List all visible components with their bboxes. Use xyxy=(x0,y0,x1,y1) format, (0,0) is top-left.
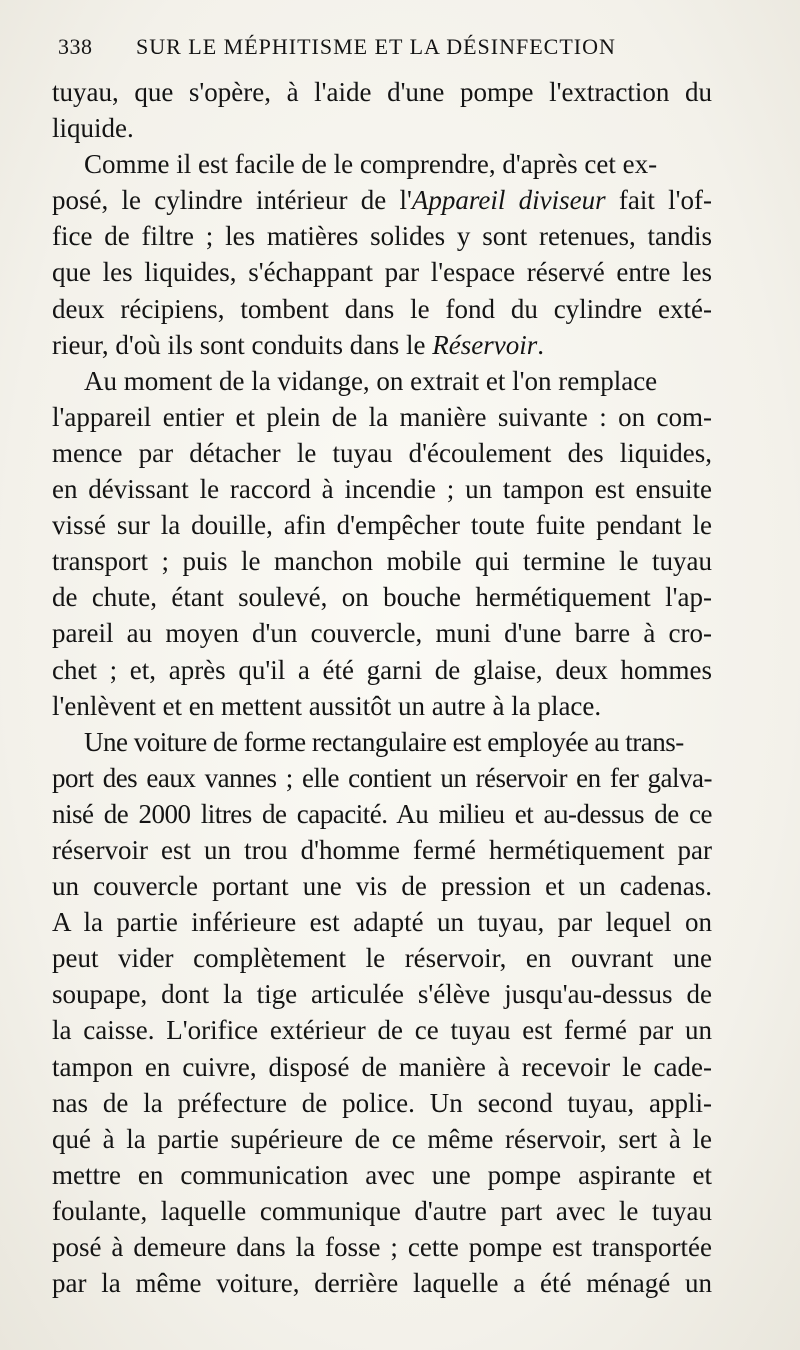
text-line xyxy=(52,399,712,435)
line-text: A la partie inférieure est adapté un tuyau, par lequel on xyxy=(52,907,712,938)
text-line xyxy=(52,218,712,254)
line-text: par la même voiture, derrière laquelle a été ménagé un xyxy=(52,1268,712,1299)
line-text: vissé sur la douille, afin d'empêcher toute fuite pendant le xyxy=(52,510,712,541)
line-text: foulante, laquelle communique d'autre part avec le tuyau xyxy=(52,1195,712,1226)
text-line xyxy=(52,688,712,724)
line-after-text: . xyxy=(537,329,544,360)
body-text xyxy=(52,74,712,1301)
line-text: liquide. xyxy=(52,113,134,144)
text-line xyxy=(52,74,712,110)
text-line xyxy=(52,254,712,290)
line-text: Au moment de la vidange, on extrait et l'on remplace xyxy=(84,365,658,396)
text-line xyxy=(52,579,712,615)
text-line xyxy=(52,652,712,688)
text-line xyxy=(52,435,712,471)
line-after-text: fait l'of- xyxy=(605,185,712,216)
text-line xyxy=(52,796,712,832)
text-line xyxy=(52,471,712,507)
line-text: un couvercle portant une vis de pression et un cadenas. xyxy=(52,871,712,902)
line-text: fice de filtre ; les matières solides y sont retenues, tandis xyxy=(52,221,712,252)
text-line xyxy=(52,976,712,1012)
text-line xyxy=(52,291,712,327)
line-text: l'appareil entier et plein de la manière suivante : on com- xyxy=(52,401,712,432)
line-text: que les liquides, s'échappant par l'espace réservé entre les xyxy=(52,257,712,288)
line-text: soupape, dont la tige articulée s'élève jusqu'au-dessus de xyxy=(52,979,712,1010)
text-line xyxy=(52,832,712,868)
text-line xyxy=(52,868,712,904)
text-line xyxy=(52,724,712,760)
line-text: posé, le cylindre intérieur de l' xyxy=(52,185,412,216)
running-head: SUR LE MÉPHITISME ET LA DÉSINFECTION xyxy=(136,34,616,59)
line-text: de chute, étant soulevé, on bouche hermétiquement l'ap- xyxy=(52,582,712,613)
line-text: réservoir est un trou d'homme fermé hermétiquement par xyxy=(52,834,712,865)
text-line xyxy=(52,615,712,651)
text-line xyxy=(52,1265,712,1301)
text-line xyxy=(52,543,712,579)
line-text: posé à demeure dans la fosse ; cette pompe est transportée xyxy=(52,1232,712,1262)
line-text: peut vider complètement le réservoir, en ouvrant une xyxy=(52,943,712,974)
text-line xyxy=(52,904,712,940)
line-text: tampon en cuivre, disposé de manière à recevoir le cade- xyxy=(52,1051,712,1082)
text-line xyxy=(52,1121,712,1157)
line-italic-text: Réservoir xyxy=(432,329,538,360)
line-text: deux récipiens, tombent dans le fond du cylindre exté- xyxy=(52,293,712,324)
line-text: mettre en communication avec une pompe aspirante et xyxy=(52,1159,712,1190)
line-text: tuyau, que s'opère, à l'aide d'une pompe l'extraction du xyxy=(52,77,712,107)
text-line xyxy=(52,507,712,543)
line-text: Comme il est facile de le comprendre, d'après cet ex- xyxy=(84,149,658,180)
text-line xyxy=(52,1193,712,1229)
text-line xyxy=(52,146,712,182)
line-text: nisé de 2000 litres de capacité. Au milieu et au-dessus de ce xyxy=(52,798,712,829)
text-line xyxy=(52,1157,712,1193)
line-text: Une voiture de forme rectangulaire est employée au trans- xyxy=(84,726,684,757)
line-text: pareil au moyen d'un couvercle, muni d'une barre à cro- xyxy=(52,618,712,649)
text-line xyxy=(52,182,712,218)
line-text: port des eaux vannes ; elle contient un réservoir en fer galva- xyxy=(52,762,712,793)
page-header xyxy=(58,34,738,68)
line-text: l'enlèvent et en mettent aussitôt un autre à la place. xyxy=(52,690,602,721)
text-line xyxy=(52,940,712,976)
line-text: nas de la préfecture de police. Un second tuyau, appli- xyxy=(52,1087,712,1118)
line-text: rieur, d'où ils sont conduits dans le xyxy=(52,329,433,360)
text-line xyxy=(52,110,712,146)
text-line xyxy=(52,1229,712,1265)
line-text: mence par détacher le tuyau d'écoulement des liquides, xyxy=(52,437,712,468)
line-text: transport ; puis le manchon mobile qui termine le tuyau xyxy=(52,546,712,577)
line-text: en dévissant le raccord à incendie ; un tampon est ensuite xyxy=(52,474,712,505)
line-text: chet ; et, après qu'il a été garni de glaise, deux hommes xyxy=(52,654,712,685)
line-text: qué à la partie supérieure de ce même réservoir, sert à le xyxy=(52,1123,712,1154)
text-line xyxy=(52,1049,712,1085)
line-italic-text: Appareil diviseur xyxy=(411,185,606,216)
text-line xyxy=(52,363,712,399)
text-line xyxy=(52,1012,712,1048)
text-line xyxy=(52,760,712,796)
text-line xyxy=(52,327,712,363)
text-line xyxy=(52,1085,712,1121)
page-number: 338 xyxy=(58,34,93,59)
line-text: la caisse. L'orifice extérieur de ce tuyau est fermé par un xyxy=(52,1015,712,1046)
